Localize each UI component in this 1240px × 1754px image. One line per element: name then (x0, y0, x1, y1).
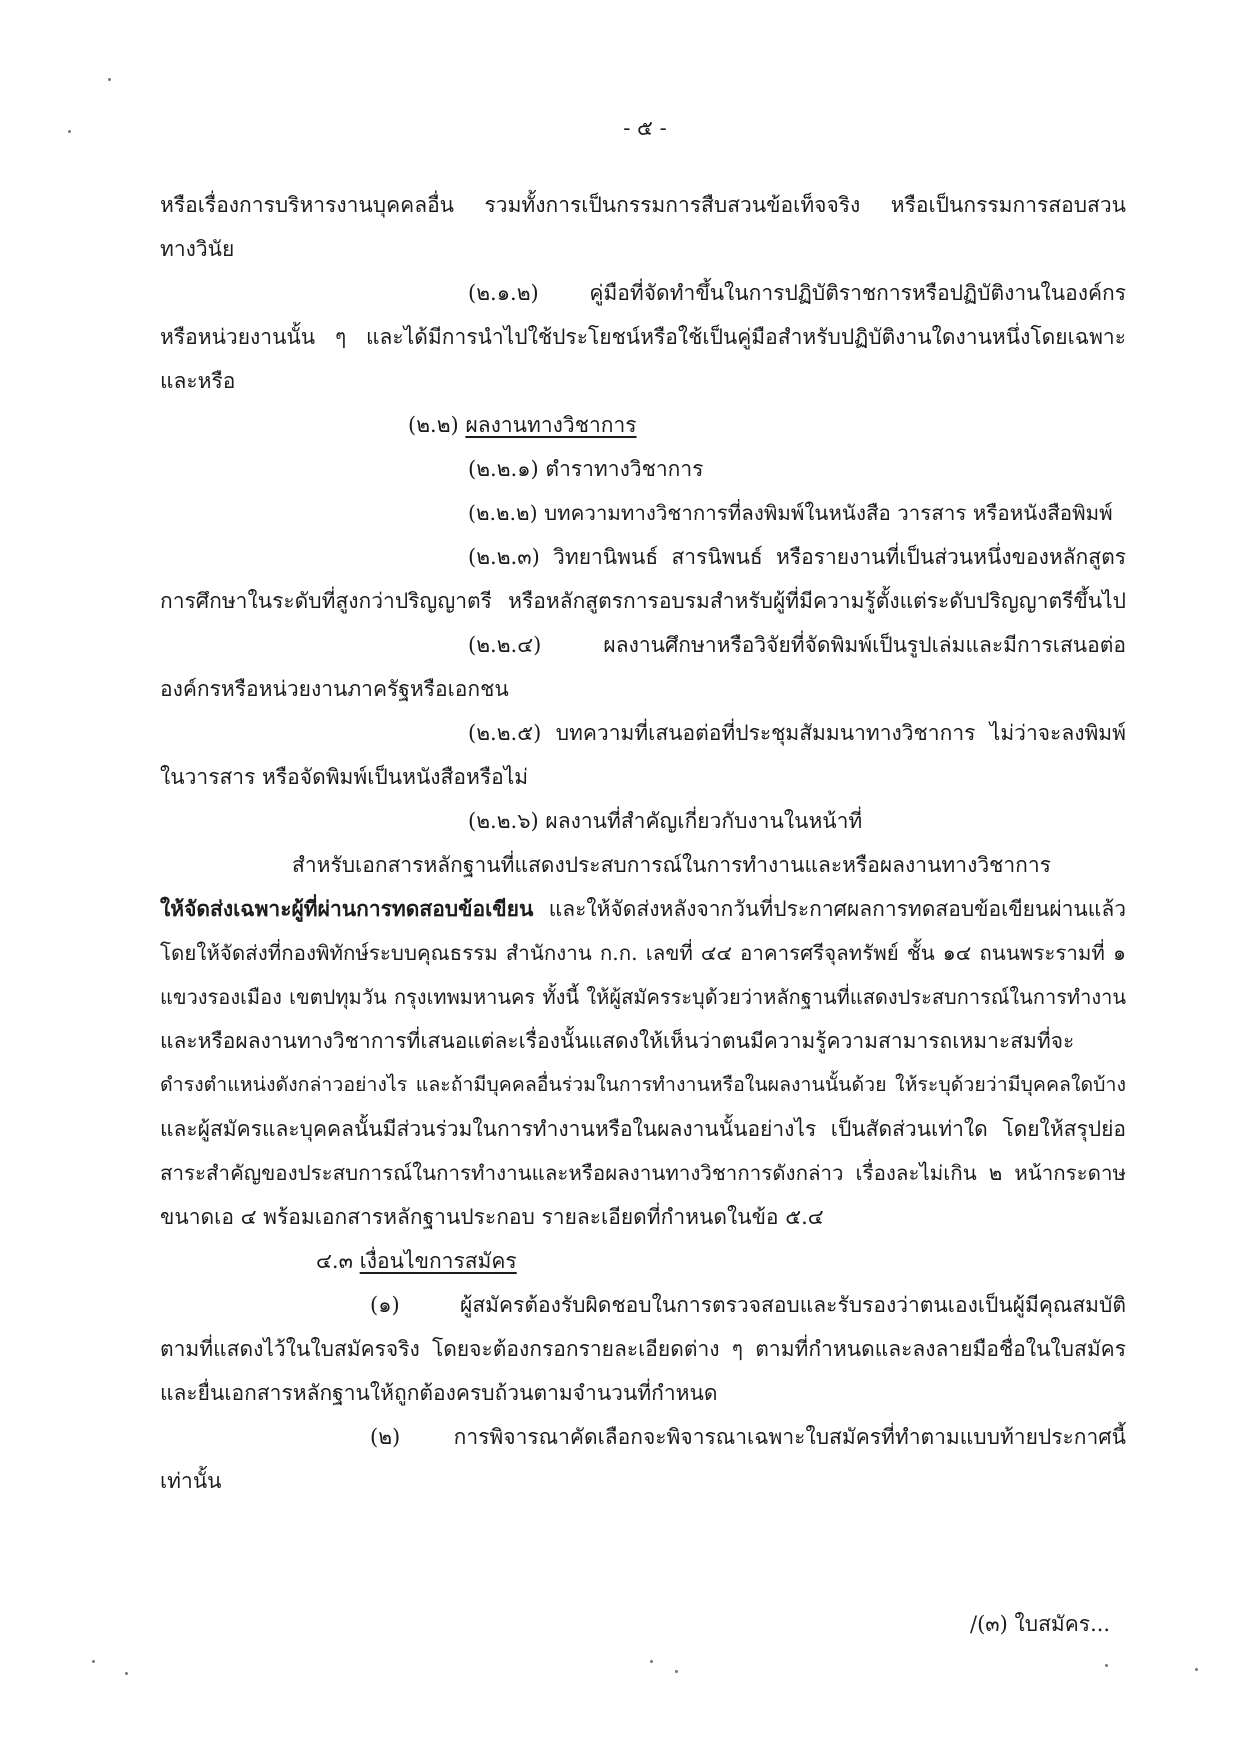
section-number: (๒.๒) (408, 413, 459, 437)
text-line: การศึกษาในระดับที่สูงกว่าปริญญาตรี หรือหลักสูตรการอบรมสำหรับผู้ที่มีความรู้ตั้งแต่ระดับปริญญาตรีขึ้นไป (160, 589, 1126, 613)
text-line: และหรือผลงานทางวิชาการที่เสนอแต่ละเรื่องนั้นแสดงให้เห็นว่าตนมีความรู้ความสามารถเหมาะสมที่จะ (160, 1029, 1075, 1053)
section-title: เงื่อนไขการสมัคร (359, 1249, 517, 1273)
scan-speck (650, 1660, 653, 1663)
text-line: ดำรงตำแหน่งดังกล่าวอย่างไร และถ้ามีบุคคลอื่นร่วมในการทำงานหรือในผลงานนั้นด้วย ให้ระบุด้วยว่ามีบุคคลใดบ้าง (160, 1073, 1126, 1096)
clause-2-1-2: (๒.๑.๒) คู่มือที่จัดทำขึ้นในการปฏิบัติราชการหรือปฏิบัติงานในองค์กร (468, 281, 1126, 305)
text-line: ทางวินัย (160, 237, 235, 261)
condition-2: (๒) การพิจารณาคัดเลือกจะพิจารณาเฉพาะใบสมัครที่ทำตามแบบท้ายประกาศนี้ (370, 1425, 1126, 1449)
continuation-marker: /(๓) ใบสมัคร... (970, 1612, 1111, 1636)
clause-2-2-1: (๒.๒.๑) ตำราทางวิชาการ (468, 457, 704, 481)
scan-speck (68, 130, 71, 133)
text-line: องค์กรหรือหน่วยงานภาครัฐหรือเอกชน (160, 677, 509, 701)
bold-instruction: ให้จัดส่งเฉพาะผู้ที่ผ่านการทดสอบข้อเขียน (160, 896, 534, 921)
text-span: และให้จัดส่งหลังจากวันที่ประกาศผลการทดสอบข้อเขียนผ่านแล้ว (533, 897, 1126, 921)
text-line: โดยให้จัดส่งที่กองพิทักษ์ระบบคุณธรรม สำนักงาน ก.ก. เลขที่ ๔๔ อาคารศรีจุลทรัพย์ ชั้น ๑๔ ถนนพระรามที่ ๑ (160, 941, 1126, 965)
paragraph-start: สำหรับเอกสารหลักฐานที่แสดงประสบการณ์ในการทำงานและหรือผลงานทางวิชาการ (292, 853, 1051, 877)
scan-speck (675, 1670, 678, 1673)
text-line: เท่านั้น (160, 1469, 222, 1493)
section-2-2-heading (408, 410, 637, 440)
clause-2-2-4: (๒.๒.๔) ผลงานศึกษาหรือวิจัยที่จัดพิมพ์เป็นรูปเล่มและมีการเสนอต่อ (468, 633, 1126, 657)
section-number: ๔.๓ (316, 1249, 353, 1273)
scan-speck (108, 78, 111, 81)
text-line: สาระสำคัญของประสบการณ์ในการทำงานและหรือผลงานทางวิชาการดังกล่าว เรื่องละไม่เกิน ๒ หน้ากระดาษ (160, 1161, 1126, 1185)
text-line: ขนาดเอ ๔ พร้อมเอกสารหลักฐานประกอบ รายละเอียดที่กำหนดในข้อ ๕.๔ (160, 1205, 824, 1229)
text-line: หรือเรื่องการบริหารงานบุคคลอื่น รวมทั้งการเป็นกรรมการสืบสวนข้อเท็จจริง หรือเป็นกรรมการสอบสวน (160, 193, 1126, 217)
text-line: และยื่นเอกสารหลักฐานให้ถูกต้องครบถ้วนตามจำนวนที่กำหนด (160, 1381, 718, 1405)
text-line: หรือหน่วยงานนั้น ๆ และได้มีการนำไปใช้ประโยชน์หรือใช้เป็นคู่มือสำหรับปฏิบัติงานใดงานหนึ่งโดยเฉพาะ (160, 325, 1126, 349)
clause-2-2-2: (๒.๒.๒) บทความทางวิชาการที่ลงพิมพ์ในหนังสือ วารสาร หรือหนังสือพิมพ์ (468, 501, 1113, 525)
text-line: ตามที่แสดงไว้ในใบสมัครจริง โดยจะต้องกรอกรายละเอียดต่าง ๆ ตามที่กำหนดและลงลายมือชื่อในใบสมัคร (160, 1337, 1126, 1361)
text-line (160, 894, 1126, 924)
text-line: และหรือ (160, 369, 236, 393)
page-number: - ๕ - (623, 116, 667, 140)
section-4-3-heading (316, 1246, 517, 1276)
clause-2-2-6: (๒.๒.๖) ผลงานที่สำคัญเกี่ยวกับงานในหน้าที่ (468, 809, 863, 833)
scan-speck (125, 1672, 128, 1675)
text-line: แขวงรองเมือง เขตปทุมวัน กรุงเทพมหานคร ทั้งนี้ ให้ผู้สมัครระบุด้วยว่าหลักฐานที่แสดงประสบการณ์ในการทำงาน (160, 985, 1126, 1009)
clause-2-2-3: (๒.๒.๓) วิทยานิพนธ์ สารนิพนธ์ หรือรายงานที่เป็นส่วนหนึ่งของหลักสูตร (468, 545, 1126, 569)
text-line: ในวารสาร หรือจัดพิมพ์เป็นหนังสือหรือไม่ (160, 765, 529, 789)
condition-1: (๑) ผู้สมัครต้องรับผิดชอบในการตรวจสอบและรับรองว่าตนเองเป็นผู้มีคุณสมบัติ (370, 1293, 1126, 1317)
text-line: และผู้สมัครและบุคคลนั้นมีส่วนร่วมในการทำงานหรือในผลงานนั้นอย่างไร เป็นสัดส่วนเท่าใด โดยให้สรุปย่อ (160, 1117, 1126, 1141)
scan-speck (1195, 1668, 1198, 1671)
scan-speck (92, 1660, 95, 1663)
scan-speck (1105, 1664, 1108, 1667)
section-title: ผลงานทางวิชาการ (465, 413, 637, 437)
clause-2-2-5: (๒.๒.๕) บทความที่เสนอต่อที่ประชุมสัมมนาทางวิชาการ ไม่ว่าจะลงพิมพ์ (468, 721, 1126, 745)
